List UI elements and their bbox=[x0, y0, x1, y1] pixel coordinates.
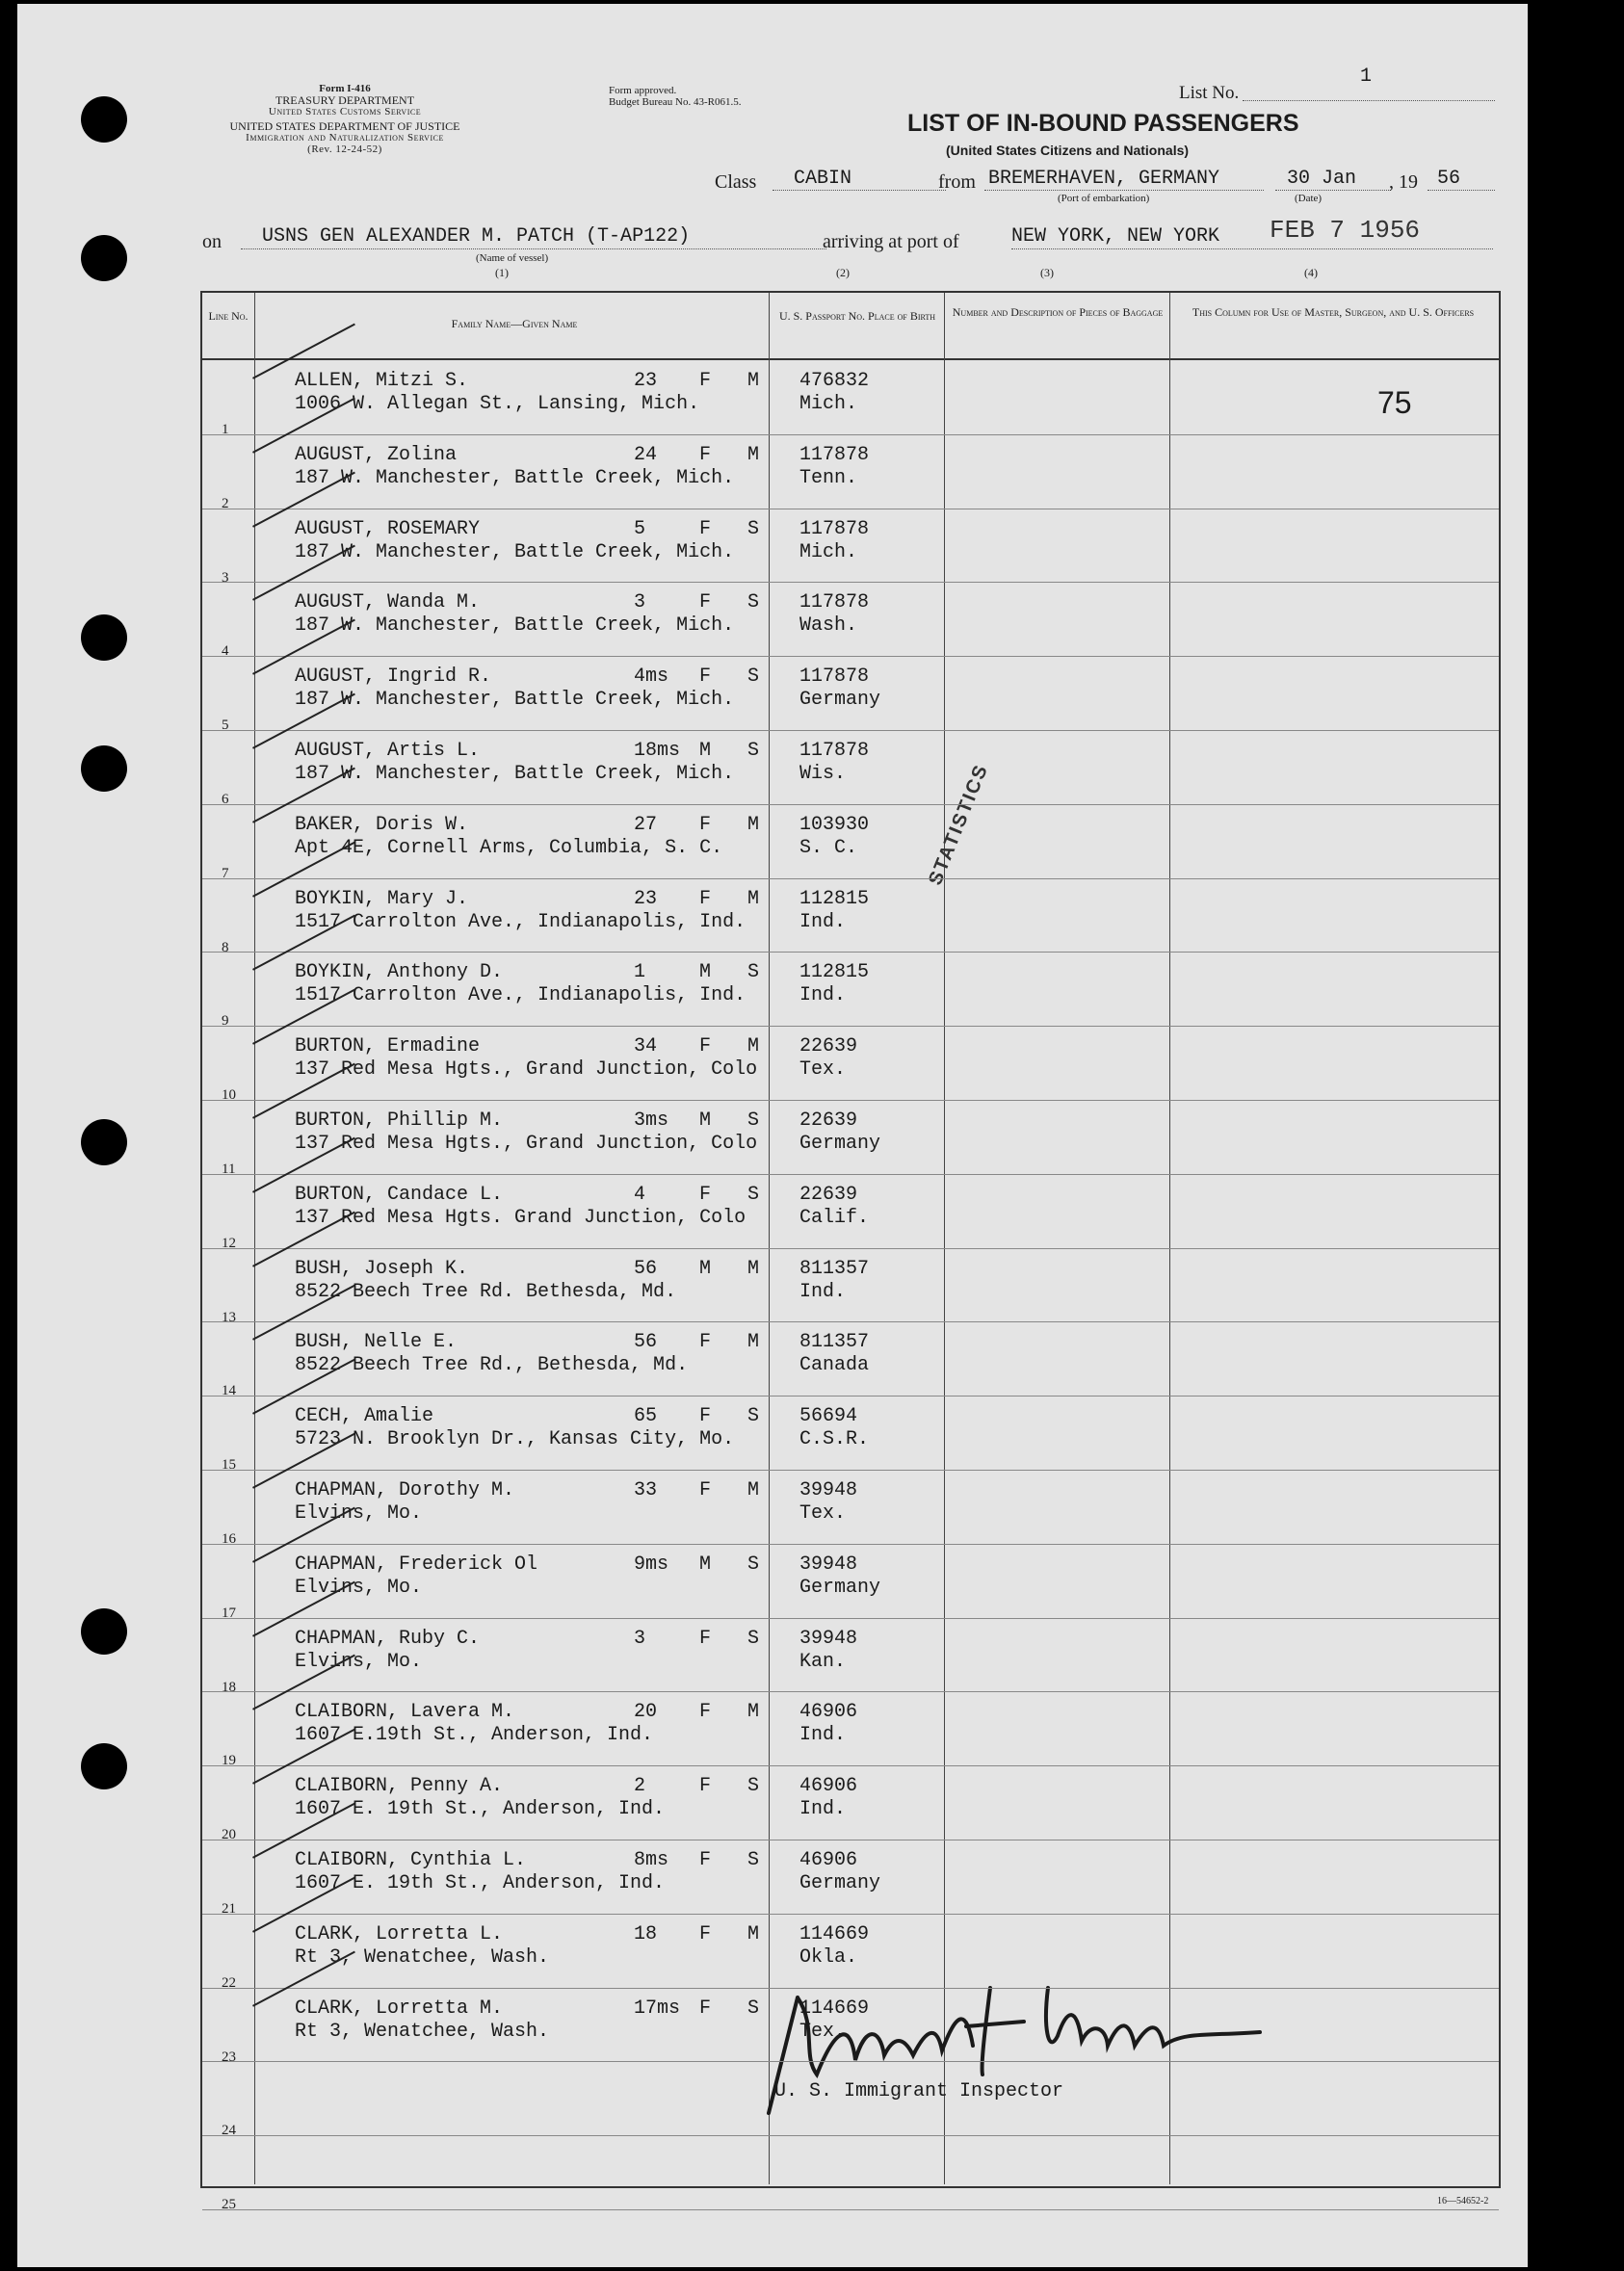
marital-status: M bbox=[747, 1331, 760, 1354]
marital-status: S bbox=[747, 591, 760, 614]
passenger-sex: F bbox=[699, 1035, 712, 1058]
passenger-sex: F bbox=[699, 813, 712, 836]
row-number: 4 bbox=[222, 643, 229, 660]
from-label: from bbox=[938, 171, 976, 193]
place-of-birth: Tex. bbox=[799, 2020, 847, 2043]
passenger-sex: M bbox=[699, 1109, 712, 1132]
passenger-sex: F bbox=[699, 1479, 712, 1501]
marital-status: M bbox=[747, 1479, 760, 1501]
row-number: 9 bbox=[222, 1013, 229, 1030]
row-divider bbox=[202, 582, 1499, 583]
punch-hole bbox=[81, 1743, 127, 1789]
row-divider bbox=[202, 434, 1499, 435]
passenger-address: 1607 E. 19th St., Anderson, Ind. bbox=[295, 1872, 666, 1894]
marital-status: M bbox=[747, 1257, 760, 1280]
passenger-name: BUSH, Nelle E. bbox=[295, 1331, 458, 1354]
passenger-name: AUGUST, ROSEMARY bbox=[295, 517, 481, 540]
punch-hole bbox=[81, 745, 127, 792]
row-divider bbox=[202, 1248, 1499, 1249]
form-approved: Form approved. bbox=[609, 85, 677, 96]
marital-status: M bbox=[747, 1922, 760, 1945]
passenger-sex: F bbox=[699, 1997, 712, 2020]
passenger-address: 187 W. Manchester, Battle Creek, Mich. bbox=[295, 540, 735, 563]
marital-status: M bbox=[747, 443, 760, 466]
passenger-name: BURTON, Ermadine bbox=[295, 1035, 481, 1058]
passport-number: 112815 bbox=[799, 887, 870, 910]
marital-status: M bbox=[747, 1035, 760, 1058]
marital-status: S bbox=[747, 1405, 760, 1428]
passenger-sex: M bbox=[699, 1553, 712, 1576]
dept-treasury: TREASURY DEPARTMENT bbox=[275, 93, 415, 107]
marital-status: S bbox=[747, 1775, 760, 1798]
passenger-address: 137 Red Mesa Hgts. Grand Junction, Colo bbox=[295, 1206, 747, 1229]
marital-status: S bbox=[747, 1849, 760, 1871]
from-line bbox=[984, 190, 1264, 191]
passenger-sex: F bbox=[699, 517, 712, 540]
place-of-birth: Germany bbox=[799, 1872, 881, 1894]
passenger-address: 187 W. Manchester, Battle Creek, Mich. bbox=[295, 689, 735, 712]
passenger-sex: F bbox=[699, 370, 712, 392]
row-number: 6 bbox=[222, 792, 229, 807]
list-no-line bbox=[1243, 100, 1495, 101]
passenger-sex: F bbox=[699, 1922, 712, 1945]
passenger-name: AUGUST, Artis L. bbox=[295, 740, 481, 762]
punch-hole bbox=[81, 235, 127, 281]
passenger-address: 1517 Carrolton Ave., Indianapolis, Ind. bbox=[295, 910, 747, 933]
passenger-age: 27 bbox=[634, 813, 658, 836]
form-title: LIST OF IN-BOUND PASSENGERS bbox=[907, 110, 1299, 137]
row-divider bbox=[202, 1765, 1499, 1766]
passenger-name: CHAPMAN, Dorothy M. bbox=[295, 1479, 515, 1501]
passenger-name: BOYKIN, Mary J. bbox=[295, 887, 469, 910]
row-divider bbox=[202, 1691, 1499, 1692]
passport-number: 811357 bbox=[799, 1331, 870, 1354]
passenger-table bbox=[200, 291, 1501, 2188]
year-line bbox=[1428, 190, 1495, 191]
passenger-age: 56 bbox=[634, 1257, 658, 1280]
punch-hole bbox=[81, 1608, 127, 1655]
class-value: CABIN bbox=[794, 168, 852, 190]
manifest-page bbox=[17, 4, 1528, 2267]
marital-status: M bbox=[747, 1701, 760, 1724]
marital-status: M bbox=[747, 370, 760, 392]
passport-number: 39948 bbox=[799, 1553, 858, 1576]
row-divider bbox=[202, 1544, 1499, 1545]
class-label: Class bbox=[715, 171, 757, 193]
header-passport: U. S. Passport No. Place of Birth bbox=[778, 309, 936, 323]
row-divider bbox=[202, 730, 1499, 731]
row-divider bbox=[202, 1321, 1499, 1322]
inspector-title: U. S. Immigrant Inspector bbox=[774, 2080, 1064, 2102]
passenger-address: 5723 N. Brooklyn Dr., Kansas City, Mo. bbox=[295, 1428, 735, 1451]
passenger-age: 3ms bbox=[634, 1109, 669, 1132]
header-line-no: Line No. bbox=[208, 309, 249, 323]
passenger-address: 8522 Beech Tree Rd. Bethesda, Md. bbox=[295, 1280, 677, 1303]
place-of-birth: Ind. bbox=[799, 984, 847, 1007]
place-of-birth: Okla. bbox=[799, 1945, 858, 1969]
col-num-2: (2) bbox=[836, 266, 850, 279]
passenger-address: Elvins, Mo. bbox=[295, 1576, 423, 1599]
row-number: 24 bbox=[222, 2123, 236, 2139]
marital-status: S bbox=[747, 517, 760, 540]
col-num-4: (4) bbox=[1304, 266, 1318, 279]
year-value: 56 bbox=[1437, 168, 1461, 190]
place-of-birth: Ind. bbox=[799, 910, 847, 933]
passenger-name: AUGUST, Zolina bbox=[295, 443, 458, 466]
passenger-address: 187 W. Manchester, Battle Creek, Mich. bbox=[295, 614, 735, 638]
place-of-birth: Ind. bbox=[799, 1280, 847, 1303]
passenger-name: CLAIBORN, Lavera M. bbox=[295, 1701, 515, 1724]
passenger-age: 17ms bbox=[634, 1997, 681, 2020]
row-divider bbox=[202, 656, 1499, 657]
row-divider bbox=[202, 1396, 1499, 1397]
date-caption: (Date) bbox=[1295, 193, 1323, 204]
row-number: 14 bbox=[222, 1383, 236, 1399]
passenger-sex: F bbox=[699, 591, 712, 614]
place-of-birth: Germany bbox=[799, 1576, 881, 1599]
passport-number: 22639 bbox=[799, 1109, 858, 1132]
marital-status: S bbox=[747, 1553, 760, 1576]
passenger-name: CECH, Amalie bbox=[295, 1405, 434, 1428]
passenger-sex: F bbox=[699, 1627, 712, 1650]
header-name: Family Name—Given Name bbox=[451, 317, 578, 330]
date-line bbox=[1275, 190, 1391, 191]
passenger-address: 187 W. Manchester, Battle Creek, Mich. bbox=[295, 466, 735, 489]
place-of-birth: Germany bbox=[799, 1133, 881, 1155]
place-of-birth: Tenn. bbox=[799, 466, 858, 489]
place-of-birth: Calif. bbox=[799, 1206, 870, 1229]
passenger-age: 56 bbox=[634, 1331, 658, 1354]
row-divider bbox=[202, 2209, 1499, 2210]
row-divider bbox=[202, 1026, 1499, 1027]
marital-status: S bbox=[747, 666, 760, 689]
punch-hole bbox=[81, 614, 127, 661]
passenger-sex: F bbox=[699, 887, 712, 910]
passport-number: 117878 bbox=[799, 740, 870, 762]
row-number: 23 bbox=[222, 2049, 236, 2065]
row-number: 22 bbox=[222, 1974, 236, 1991]
passenger-name: BAKER, Doris W. bbox=[295, 813, 469, 836]
passenger-address: Elvins, Mo. bbox=[295, 1502, 423, 1525]
passenger-name: CLAIBORN, Cynthia L. bbox=[295, 1849, 527, 1871]
row-number: 16 bbox=[222, 1531, 236, 1547]
marital-status: S bbox=[747, 1627, 760, 1650]
passport-number: 22639 bbox=[799, 1183, 858, 1206]
class-line bbox=[773, 190, 946, 191]
passport-number: 56694 bbox=[799, 1405, 858, 1428]
vessel-name: USNS GEN ALEXANDER M. PATCH (T-AP122) bbox=[262, 225, 691, 248]
passenger-sex: F bbox=[699, 1701, 712, 1724]
passenger-age: 1 bbox=[634, 961, 646, 984]
arriving-label: arriving at port of bbox=[823, 231, 959, 252]
marital-status: S bbox=[747, 740, 760, 762]
passenger-age: 33 bbox=[634, 1479, 658, 1501]
passenger-sex: M bbox=[699, 1257, 712, 1280]
marital-status: S bbox=[747, 1109, 760, 1132]
passenger-age: 23 bbox=[634, 370, 658, 392]
passenger-sex: F bbox=[699, 666, 712, 689]
passport-number: 39948 bbox=[799, 1627, 858, 1650]
row-number: 5 bbox=[222, 718, 229, 734]
place-of-birth: Mich. bbox=[799, 393, 858, 415]
row-number: 13 bbox=[222, 1309, 236, 1325]
place-of-birth: Wis. bbox=[799, 763, 847, 785]
passenger-age: 5 bbox=[634, 517, 646, 540]
passenger-age: 23 bbox=[634, 887, 658, 910]
punch-hole bbox=[81, 1119, 127, 1165]
passenger-address: 137 Red Mesa Hgts., Grand Junction, Colo bbox=[295, 1133, 758, 1155]
row-number: 12 bbox=[222, 1235, 236, 1251]
place-of-birth: Kan. bbox=[799, 1650, 847, 1673]
dept-ins: Immigration and Naturalization Service bbox=[246, 132, 444, 144]
passenger-address: 187 W. Manchester, Battle Creek, Mich. bbox=[295, 763, 735, 785]
date-value: 30 Jan bbox=[1287, 168, 1357, 190]
on-label: on bbox=[202, 231, 222, 252]
form-subtitle: (United States Citizens and Nationals) bbox=[946, 143, 1190, 158]
row-number: 8 bbox=[222, 939, 229, 955]
passenger-age: 24 bbox=[634, 443, 658, 466]
place-of-birth: Tex. bbox=[799, 1058, 847, 1082]
passport-number: 22639 bbox=[799, 1035, 858, 1058]
vessel-caption: (Name of vessel) bbox=[476, 252, 549, 264]
row-number: 17 bbox=[222, 1605, 236, 1621]
row-divider bbox=[202, 1988, 1499, 1989]
place-of-birth: Wash. bbox=[799, 614, 858, 638]
place-of-birth: S. C. bbox=[799, 836, 858, 859]
passport-number: 46906 bbox=[799, 1775, 858, 1798]
passenger-address: Apt 4E, Cornell Arms, Columbia, S. C. bbox=[295, 836, 723, 859]
passenger-age: 8ms bbox=[634, 1849, 669, 1871]
dept-justice: UNITED STATES DEPARTMENT OF JUSTICE bbox=[229, 119, 460, 133]
passenger-name: CLARK, Lorretta M. bbox=[295, 1997, 504, 2020]
row-number: 19 bbox=[222, 1753, 236, 1769]
row-divider bbox=[202, 1100, 1499, 1101]
passenger-name: CLAIBORN, Penny A. bbox=[295, 1775, 504, 1798]
place-of-birth: Canada bbox=[799, 1354, 870, 1377]
passenger-sex: M bbox=[699, 961, 712, 984]
dept-customs: United States Customs Service bbox=[268, 106, 422, 117]
header-baggage: Number and Description of Pieces of Baggage bbox=[952, 305, 1164, 319]
list-no-value: 1 bbox=[1360, 65, 1373, 88]
passenger-name: AUGUST, Ingrid R. bbox=[295, 666, 492, 689]
row-divider bbox=[202, 1470, 1499, 1471]
passenger-age: 4ms bbox=[634, 666, 669, 689]
from-value: BREMERHAVEN, GERMANY bbox=[988, 168, 1220, 190]
col-num-3: (3) bbox=[1040, 266, 1054, 279]
arrival-port: NEW YORK, NEW YORK bbox=[1011, 225, 1220, 248]
passenger-address: 1607 E.19th St., Anderson, Ind. bbox=[295, 1724, 654, 1747]
row-divider bbox=[202, 1618, 1499, 1619]
arrival-line bbox=[1011, 248, 1493, 249]
passenger-age: 65 bbox=[634, 1405, 658, 1428]
marital-status: S bbox=[747, 1997, 760, 2020]
passenger-name: BOYKIN, Anthony D. bbox=[295, 961, 504, 984]
passenger-age: 9ms bbox=[634, 1553, 669, 1576]
passport-number: 811357 bbox=[799, 1257, 870, 1280]
passenger-sex: M bbox=[699, 740, 712, 762]
passport-number: 39948 bbox=[799, 1479, 858, 1501]
passenger-sex: F bbox=[699, 1405, 712, 1428]
place-of-birth: Germany bbox=[799, 689, 881, 712]
passenger-address: 1006 W. Allegan St., Lansing, Mich. bbox=[295, 393, 700, 415]
row-number: 25 bbox=[222, 2197, 236, 2213]
place-of-birth: Ind. bbox=[799, 1798, 847, 1821]
passenger-sex: F bbox=[699, 1331, 712, 1354]
passenger-address: Elvins, Mo. bbox=[295, 1650, 423, 1673]
passenger-name: BURTON, Phillip M. bbox=[295, 1109, 504, 1132]
passenger-age: 18ms bbox=[634, 740, 681, 762]
col-divider bbox=[769, 293, 770, 2184]
passenger-age: 2 bbox=[634, 1775, 646, 1798]
row-divider bbox=[202, 804, 1499, 805]
passenger-name: BUSH, Joseph K. bbox=[295, 1257, 469, 1280]
passenger-address: Rt 3, Wenatchee, Wash. bbox=[295, 2020, 550, 2043]
row-divider bbox=[202, 2135, 1499, 2136]
passport-number: 476832 bbox=[799, 370, 870, 392]
port-caption: (Port of embarkation) bbox=[1058, 193, 1150, 204]
budget-block bbox=[609, 85, 741, 108]
row-divider bbox=[202, 952, 1499, 953]
footer-code: 16—54652-2 bbox=[1437, 2196, 1489, 2206]
passenger-sex: F bbox=[699, 1849, 712, 1871]
passenger-sex: F bbox=[699, 443, 712, 466]
passenger-age: 3 bbox=[634, 591, 646, 614]
passenger-sex: F bbox=[699, 1183, 712, 1206]
form-revision: (Rev. 12-24-52) bbox=[307, 144, 382, 155]
passenger-name: CHAPMAN, Ruby C. bbox=[295, 1627, 481, 1650]
passenger-address: 1607 E. 19th St., Anderson, Ind. bbox=[295, 1798, 666, 1821]
row-divider bbox=[202, 1914, 1499, 1915]
row-number: 11 bbox=[222, 1162, 236, 1177]
officer-note: 75 bbox=[1377, 385, 1412, 420]
passport-number: 117878 bbox=[799, 591, 870, 614]
col-num-1: (1) bbox=[495, 266, 509, 279]
passenger-age: 4 bbox=[634, 1183, 646, 1206]
row-number: 7 bbox=[222, 865, 229, 881]
marital-status: S bbox=[747, 1183, 760, 1206]
agency-block bbox=[162, 83, 528, 155]
passenger-age: 18 bbox=[634, 1922, 658, 1945]
col-divider bbox=[944, 293, 945, 2184]
row-number: 20 bbox=[222, 1827, 236, 1843]
place-of-birth: C.S.R. bbox=[799, 1428, 870, 1451]
passport-number: 117878 bbox=[799, 666, 870, 689]
header-officers: This Column for Use of Master, Surgeon, and U. S. Officers bbox=[1192, 305, 1475, 319]
passport-number: 117878 bbox=[799, 443, 870, 466]
row-number: 10 bbox=[222, 1087, 236, 1104]
place-of-birth: Tex. bbox=[799, 1502, 847, 1525]
passenger-name: CHAPMAN, Frederick Ol bbox=[295, 1553, 538, 1576]
form-number: Form I-416 bbox=[319, 83, 371, 94]
row-number: 3 bbox=[222, 569, 229, 586]
passport-number: 114669 bbox=[799, 1922, 870, 1945]
row-number: 2 bbox=[222, 495, 229, 511]
row-divider bbox=[202, 2061, 1499, 2062]
row-divider bbox=[202, 878, 1499, 879]
passenger-address: 8522 Beech Tree Rd., Bethesda, Md. bbox=[295, 1354, 689, 1377]
passenger-name: CLARK, Lorretta L. bbox=[295, 1922, 504, 1945]
row-number: 15 bbox=[222, 1457, 236, 1474]
row-number: 21 bbox=[222, 1901, 236, 1917]
year-prefix: , 19 bbox=[1389, 171, 1418, 193]
statistics-stamp: STATISTICS bbox=[925, 761, 993, 889]
marital-status: M bbox=[747, 813, 760, 836]
passport-number: 46906 bbox=[799, 1701, 858, 1724]
passport-number: 46906 bbox=[799, 1849, 858, 1871]
arrival-date-stamp: FEB 7 1956 bbox=[1270, 216, 1421, 245]
budget-bureau: Budget Bureau No. 43-R061.5. bbox=[609, 96, 742, 108]
passport-number: 117878 bbox=[799, 517, 870, 540]
passenger-age: 20 bbox=[634, 1701, 658, 1724]
passenger-address: 137 Red Mesa Hgts., Grand Junction, Colo bbox=[295, 1058, 758, 1082]
place-of-birth: Mich. bbox=[799, 540, 858, 563]
passenger-name: ALLEN, Mitzi S. bbox=[295, 370, 469, 392]
vessel-line bbox=[241, 248, 826, 249]
passenger-name: BURTON, Candace L. bbox=[295, 1183, 504, 1206]
row-number: 18 bbox=[222, 1679, 236, 1695]
row-divider bbox=[202, 1174, 1499, 1175]
passenger-name: AUGUST, Wanda M. bbox=[295, 591, 481, 614]
passenger-sex: F bbox=[699, 1775, 712, 1798]
passenger-address: 1517 Carrolton Ave., Indianapolis, Ind. bbox=[295, 984, 747, 1007]
passport-number: 112815 bbox=[799, 961, 870, 984]
place-of-birth: Ind. bbox=[799, 1724, 847, 1747]
marital-status: S bbox=[747, 961, 760, 984]
col-divider bbox=[1169, 293, 1170, 2184]
row-number: 1 bbox=[222, 422, 229, 437]
passenger-age: 3 bbox=[634, 1627, 646, 1650]
marital-status: M bbox=[747, 887, 760, 910]
passport-number: 114669 bbox=[799, 1997, 870, 2020]
passenger-address: Rt 3, Wenatchee, Wash. bbox=[295, 1945, 550, 1969]
passport-number: 103930 bbox=[799, 813, 870, 836]
list-no-label: List No. bbox=[1179, 83, 1240, 103]
punch-hole bbox=[81, 96, 127, 143]
table-header-divider bbox=[202, 358, 1499, 360]
passenger-age: 34 bbox=[634, 1035, 658, 1058]
